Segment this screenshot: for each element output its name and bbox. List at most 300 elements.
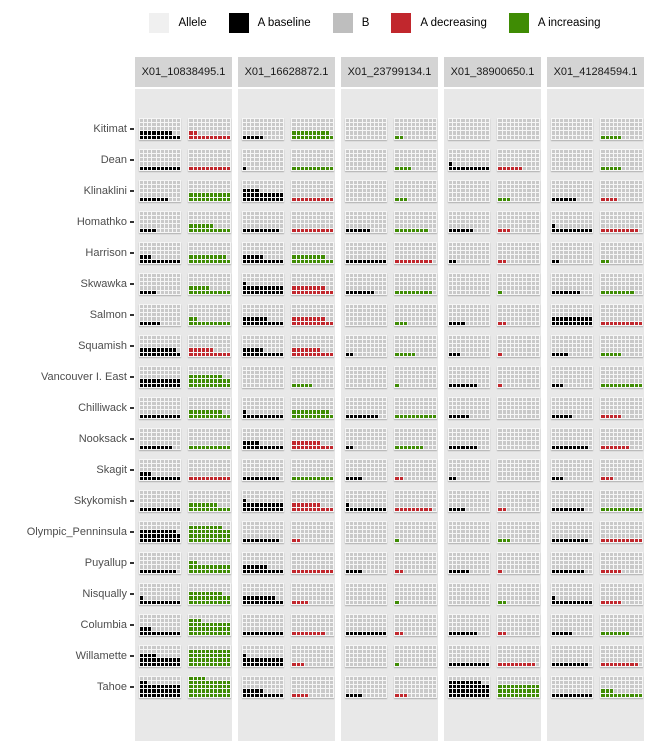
- waffle-square: [260, 410, 263, 413]
- waffle-square: [210, 464, 213, 467]
- waffle-square: [276, 243, 279, 246]
- waffle-square: [301, 367, 304, 370]
- waffle-square: [330, 162, 333, 165]
- waffle-square: [264, 460, 267, 463]
- waffle-square: [297, 154, 300, 157]
- waffle-square: [330, 398, 333, 401]
- waffle-square: [276, 185, 279, 188]
- waffle-square: [247, 353, 250, 356]
- waffle-square: [210, 437, 213, 440]
- waffle-square: [292, 406, 295, 409]
- waffle-square: [243, 119, 246, 122]
- waffle-square: [206, 588, 209, 591]
- waffle-square: [173, 539, 176, 542]
- waffle-square: [140, 694, 143, 697]
- waffle-square: [148, 437, 151, 440]
- waffle-square: [379, 313, 382, 316]
- waffle-square: [223, 694, 226, 697]
- axis-tick: [130, 407, 134, 409]
- waffle-square: [161, 348, 164, 351]
- waffle-square: [276, 162, 279, 165]
- waffle-square: [210, 344, 213, 347]
- population-name: Salmon: [89, 308, 127, 321]
- waffle-square: [251, 415, 254, 418]
- waffle-square: [276, 570, 279, 573]
- waffle-square: [330, 220, 333, 223]
- waffle-square: [206, 305, 209, 308]
- waffle-square: [177, 185, 180, 188]
- waffle-square: [206, 220, 209, 223]
- waffle-square: [161, 136, 164, 139]
- row-label: [0, 578, 135, 609]
- waffle-square: [194, 313, 197, 316]
- waffle-square: [202, 119, 205, 122]
- waffle-square: [424, 322, 427, 325]
- waffle-square: [297, 663, 300, 666]
- waffle-square: [309, 402, 312, 405]
- waffle-square: [194, 340, 197, 343]
- waffle-square: [276, 274, 279, 277]
- waffle-square: [194, 446, 197, 449]
- waffle-square: [144, 220, 147, 223]
- waffle-square: [395, 344, 398, 347]
- waffle-square: [309, 282, 312, 285]
- waffle-square: [202, 251, 205, 254]
- waffle-square: [202, 167, 205, 170]
- waffle-square: [227, 685, 230, 688]
- waffle-square: [313, 677, 316, 680]
- waffle-square: [260, 539, 263, 542]
- waffle-square: [148, 495, 151, 498]
- waffle-square: [227, 526, 230, 529]
- waffle-square: [189, 565, 192, 568]
- waffle-square: [206, 677, 209, 680]
- waffle-square: [268, 433, 271, 436]
- waffle-square: [268, 255, 271, 258]
- waffle-square: [157, 530, 160, 533]
- waffle-square: [297, 379, 300, 382]
- waffle-square: [395, 131, 398, 134]
- waffle-square: [358, 313, 361, 316]
- waffle-square: [309, 251, 312, 254]
- waffle-square: [330, 131, 333, 134]
- waffle-square: [169, 212, 172, 215]
- waffle-square: [218, 468, 221, 471]
- waffle-square: [214, 406, 217, 409]
- waffle-square: [157, 384, 160, 387]
- waffle-square: [247, 136, 250, 139]
- waffle-square: [251, 530, 254, 533]
- waffle-square: [416, 181, 419, 184]
- waffle-square: [148, 650, 151, 653]
- waffle-square: [227, 441, 230, 444]
- waffle-square: [297, 274, 300, 277]
- waffle-square: [305, 136, 308, 139]
- waffle-square: [202, 534, 205, 537]
- waffle-square: [272, 185, 275, 188]
- waffle-square: [218, 305, 221, 308]
- waffle-square: [169, 658, 172, 661]
- waffle-square: [317, 508, 320, 511]
- waffle-square: [272, 522, 275, 525]
- waffle-square: [433, 282, 436, 285]
- waffle-square: [251, 189, 254, 192]
- waffle-square: [371, 162, 374, 165]
- waffle-square: [251, 150, 254, 153]
- waffle-square: [243, 503, 246, 506]
- waffle-square: [313, 530, 316, 533]
- waffle-square: [305, 499, 308, 502]
- waffle-square: [268, 251, 271, 254]
- waffle-square: [251, 278, 254, 281]
- waffle-square: [161, 530, 164, 533]
- waffle-square: [173, 534, 176, 537]
- waffle-square: [189, 663, 192, 666]
- waffle-square: [251, 367, 254, 370]
- waffle-square: [272, 437, 275, 440]
- waffle-square: [297, 464, 300, 467]
- waffle-square: [375, 247, 378, 250]
- waffle-square: [227, 317, 230, 320]
- waffle-square: [214, 472, 217, 475]
- waffle-square: [297, 220, 300, 223]
- waffle-square: [404, 220, 407, 223]
- waffle-square: [276, 632, 279, 635]
- waffle-square: [243, 565, 246, 568]
- waffle-square: [305, 632, 308, 635]
- waffle-square: [198, 278, 201, 281]
- waffle-square: [214, 212, 217, 215]
- waffle-square: [251, 663, 254, 666]
- waffle-square: [157, 379, 160, 382]
- waffle-square: [260, 398, 263, 401]
- waffle-square: [297, 119, 300, 122]
- waffle-square: [330, 508, 333, 511]
- waffle-square: [313, 553, 316, 556]
- waffle-baseline: [139, 335, 181, 357]
- waffle-square: [313, 353, 316, 356]
- waffle-square: [140, 348, 143, 351]
- waffle-square: [292, 441, 295, 444]
- waffle-square: [326, 158, 329, 161]
- waffle-square: [400, 216, 403, 219]
- waffle-square: [161, 406, 164, 409]
- waffle-square: [260, 313, 263, 316]
- waffle-square: [251, 499, 254, 502]
- waffle-square: [251, 553, 254, 556]
- waffle-square: [358, 317, 361, 320]
- waffle-square: [367, 415, 370, 418]
- waffle-square: [408, 189, 411, 192]
- waffle-square: [247, 154, 250, 157]
- waffle-square: [280, 472, 283, 475]
- waffle-square: [264, 260, 267, 263]
- waffle-square: [140, 167, 143, 170]
- waffle-square: [161, 247, 164, 250]
- waffle-square: [297, 131, 300, 134]
- waffle-square: [272, 530, 275, 533]
- waffle-square: [268, 570, 271, 573]
- waffle-square: [173, 167, 176, 170]
- waffle-square: [140, 654, 143, 657]
- waffle-square: [247, 220, 250, 223]
- waffle-square: [214, 601, 217, 604]
- waffle-square: [326, 340, 329, 343]
- waffle-square: [157, 446, 160, 449]
- waffle-square: [375, 336, 378, 339]
- waffle-square: [305, 278, 308, 281]
- waffle-square: [317, 677, 320, 680]
- waffle-square: [292, 689, 295, 692]
- waffle-square: [420, 136, 423, 139]
- waffle-square: [194, 491, 197, 494]
- waffle-square: [157, 677, 160, 680]
- waffle-square: [251, 305, 254, 308]
- waffle-square: [408, 398, 411, 401]
- waffle-square: [177, 305, 180, 308]
- waffle-square: [400, 348, 403, 351]
- waffle-square: [165, 623, 168, 626]
- waffle-square: [297, 247, 300, 250]
- waffle-square: [280, 689, 283, 692]
- waffle-square: [264, 406, 267, 409]
- waffle-square: [424, 136, 427, 139]
- waffle-square: [383, 193, 386, 196]
- waffle-square: [429, 229, 432, 232]
- waffle-square: [202, 592, 205, 595]
- waffle-square: [140, 530, 143, 533]
- waffle-square: [198, 243, 201, 246]
- waffle-square: [177, 468, 180, 471]
- waffle-square: [161, 367, 164, 370]
- waffle-square: [202, 530, 205, 533]
- population-cell: [238, 299, 335, 330]
- waffle-square: [408, 243, 411, 246]
- waffle-square: [264, 592, 267, 595]
- waffle-square: [395, 340, 398, 343]
- waffle-square: [218, 623, 221, 626]
- waffle-square: [177, 663, 180, 666]
- waffle-square: [218, 522, 221, 525]
- waffle-square: [350, 158, 353, 161]
- waffle-square: [157, 694, 160, 697]
- waffle-square: [420, 379, 423, 382]
- waffle-square: [157, 309, 160, 312]
- waffle-square: [247, 198, 250, 201]
- waffle-square: [198, 685, 201, 688]
- waffle-square: [412, 353, 415, 356]
- waffle-square: [346, 220, 349, 223]
- waffle-change: [188, 211, 230, 233]
- waffle-square: [276, 526, 279, 529]
- waffle-square: [177, 437, 180, 440]
- waffle-square: [255, 247, 258, 250]
- waffle-square: [260, 158, 263, 161]
- waffle-square: [268, 565, 271, 568]
- waffle-square: [276, 317, 279, 320]
- waffle-square: [165, 282, 168, 285]
- waffle-square: [223, 375, 226, 378]
- waffle-square: [169, 601, 172, 604]
- waffle-square: [214, 503, 217, 506]
- row-label: [0, 640, 135, 671]
- population-cell: [238, 268, 335, 299]
- waffle-square: [210, 522, 213, 525]
- waffle-square: [326, 658, 329, 661]
- waffle-square: [157, 468, 160, 471]
- waffle-square: [210, 415, 213, 418]
- waffle-square: [144, 530, 147, 533]
- waffle-square: [247, 247, 250, 250]
- waffle-square: [206, 446, 209, 449]
- waffle-square: [173, 185, 176, 188]
- waffle-square: [243, 336, 246, 339]
- waffle-square: [161, 154, 164, 157]
- waffle-square: [416, 375, 419, 378]
- waffle-square: [206, 561, 209, 564]
- waffle-square: [247, 646, 250, 649]
- waffle-square: [223, 415, 226, 418]
- waffle-square: [260, 468, 263, 471]
- waffle-square: [367, 216, 370, 219]
- waffle-square: [375, 154, 378, 157]
- waffle-square: [429, 158, 432, 161]
- waffle-square: [301, 348, 304, 351]
- waffle-square: [305, 309, 308, 312]
- waffle-square: [395, 367, 398, 370]
- waffle-square: [202, 247, 205, 250]
- waffle-square: [408, 340, 411, 343]
- waffle-square: [148, 402, 151, 405]
- population-cell: [341, 392, 438, 423]
- waffle-square: [223, 185, 226, 188]
- waffle-square: [247, 689, 250, 692]
- waffle-square: [144, 371, 147, 374]
- waffle-square: [321, 588, 324, 591]
- waffle-square: [227, 402, 230, 405]
- waffle-square: [346, 247, 349, 250]
- population-cell: [135, 237, 232, 268]
- waffle-square: [358, 162, 361, 165]
- waffle-square: [313, 658, 316, 661]
- waffle-square: [321, 344, 324, 347]
- waffle-square: [321, 181, 324, 184]
- waffle-square: [375, 291, 378, 294]
- waffle-square: [214, 379, 217, 382]
- waffle-square: [292, 694, 295, 697]
- waffle-square: [214, 565, 217, 568]
- waffle-square: [321, 247, 324, 250]
- waffle-square: [260, 681, 263, 684]
- waffle-square: [218, 309, 221, 312]
- waffle-square: [255, 162, 258, 165]
- waffle-square: [280, 658, 283, 661]
- waffle-square: [198, 286, 201, 289]
- waffle-square: [194, 689, 197, 692]
- waffle-square: [247, 694, 250, 697]
- waffle-square: [371, 286, 374, 289]
- waffle-square: [169, 468, 172, 471]
- waffle-square: [309, 243, 312, 246]
- waffle-square: [198, 433, 201, 436]
- waffle-square: [404, 291, 407, 294]
- waffle-square: [206, 553, 209, 556]
- waffle-square: [189, 694, 192, 697]
- waffle-square: [424, 313, 427, 316]
- waffle-square: [177, 340, 180, 343]
- waffle-square: [280, 441, 283, 444]
- waffle-square: [161, 255, 164, 258]
- waffle-square: [416, 309, 419, 312]
- waffle-square: [202, 650, 205, 653]
- waffle-square: [268, 526, 271, 529]
- waffle-square: [198, 162, 201, 165]
- waffle-square: [251, 282, 254, 285]
- population-cell: [135, 361, 232, 392]
- waffle-square: [198, 415, 201, 418]
- waffle-square: [247, 348, 250, 351]
- waffle-square: [404, 189, 407, 192]
- waffle-square: [412, 371, 415, 374]
- waffle-square: [194, 158, 197, 161]
- waffle-square: [148, 224, 151, 227]
- waffle-square: [280, 499, 283, 502]
- waffle-square: [227, 398, 230, 401]
- waffle-square: [321, 499, 324, 502]
- waffle-square: [247, 185, 250, 188]
- waffle-square: [272, 499, 275, 502]
- waffle-square: [177, 429, 180, 432]
- waffle-square: [280, 247, 283, 250]
- waffle-square: [330, 181, 333, 184]
- waffle-square: [161, 437, 164, 440]
- waffle-square: [367, 162, 370, 165]
- waffle-square: [292, 158, 295, 161]
- waffle-square: [260, 584, 263, 587]
- waffle-square: [346, 243, 349, 246]
- row-label: [0, 392, 135, 423]
- waffle-square: [210, 530, 213, 533]
- waffle-square: [173, 348, 176, 351]
- waffle-square: [408, 305, 411, 308]
- waffle-square: [264, 601, 267, 604]
- waffle-square: [280, 477, 283, 480]
- waffle-square: [313, 437, 316, 440]
- waffle-square: [206, 596, 209, 599]
- waffle-square: [140, 309, 143, 312]
- waffle-square: [330, 601, 333, 604]
- waffle-square: [313, 561, 316, 564]
- waffle-square: [140, 689, 143, 692]
- waffle-square: [173, 367, 176, 370]
- waffle-square: [383, 162, 386, 165]
- waffle-square: [326, 553, 329, 556]
- waffle-square: [420, 291, 423, 294]
- waffle-square: [305, 224, 308, 227]
- waffle-square: [379, 260, 382, 263]
- waffle-square: [301, 336, 304, 339]
- waffle-square: [198, 371, 201, 374]
- waffle-square: [326, 322, 329, 325]
- waffle-square: [375, 181, 378, 184]
- waffle-square: [255, 615, 258, 618]
- waffle-square: [408, 193, 411, 196]
- waffle-square: [305, 565, 308, 568]
- waffle-square: [210, 406, 213, 409]
- waffle-square: [400, 193, 403, 196]
- axis-tick: [130, 252, 134, 254]
- waffle-square: [157, 123, 160, 126]
